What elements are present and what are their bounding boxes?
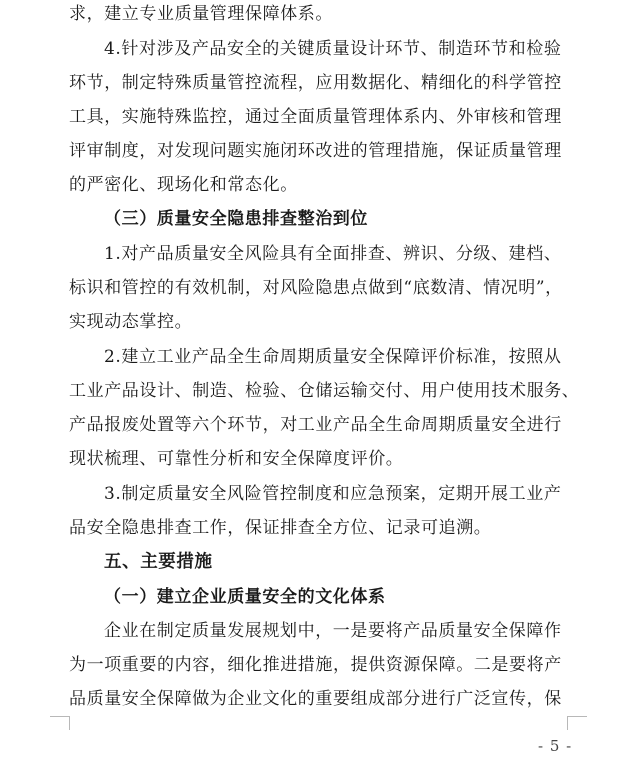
paragraph-line: 2.建立工业产品全生命周期质量安全保障评价标准，按照从 bbox=[104, 347, 562, 367]
crop-mark-left-horizontal bbox=[50, 716, 70, 717]
paragraph-line: 为一项重要的内容，细化推进措施，提供资源保障。二是要将产 bbox=[69, 655, 562, 675]
paragraph-line: 1.对产品质量安全风险具有全面排查、辨识、分级、建档、 bbox=[104, 244, 562, 264]
section-heading-2: 五、主要措施 bbox=[104, 552, 213, 572]
section-heading-3: （一）建立企业质量安全的文化体系 bbox=[104, 587, 386, 607]
paragraph-line: 环节，制定特殊质量管控流程，应用数据化、精细化的科学管控 bbox=[69, 73, 562, 93]
paragraph-line: 3.制定质量安全风险管控制度和应急预案，定期开展工业产 bbox=[104, 484, 562, 504]
section-heading-3: （三）质量安全隐患排查整治到位 bbox=[104, 209, 368, 229]
paragraph-line: 品安全隐患排查工作，保证排查全方位、记录可追溯。 bbox=[69, 518, 492, 538]
page-number: - 5 - bbox=[538, 737, 573, 755]
paragraph-line: 工业产品设计、制造、检验、仓储运输交付、用户使用技术服务、 bbox=[69, 381, 580, 401]
paragraph-line: 的严密化、现场化和常态化。 bbox=[69, 175, 298, 195]
paragraph-line: 品质量安全保障做为企业文化的重要组成部分进行广泛宣传，保 bbox=[69, 689, 562, 709]
crop-mark-right-vertical bbox=[567, 716, 568, 730]
paragraph-line: 产品报废处置等六个环节，对工业产品全生命周期质量安全进行 bbox=[69, 415, 562, 435]
paragraph-line: 求，建立专业质量管理保障体系。 bbox=[69, 4, 333, 24]
crop-mark-right-horizontal bbox=[567, 716, 587, 717]
paragraph-line: 评审制度，对发现问题实施闭环改进的管理措施，保证质量管理 bbox=[69, 141, 562, 161]
paragraph-line: 4.针对涉及产品安全的关键质量设计环节、制造环节和检验 bbox=[104, 39, 562, 59]
paragraph-line: 现状梳理、可靠性分析和安全保障度评价。 bbox=[69, 449, 404, 469]
crop-mark-left-vertical bbox=[69, 716, 70, 730]
paragraph-line: 标识和管控的有效机制，对风险隐患点做到“底数清、情况明”， bbox=[69, 278, 563, 298]
paragraph-line: 工具，实施特殊监控，通过全面质量管理体系内、外审核和管理 bbox=[69, 107, 562, 127]
paragraph-line: 企业在制定质量发展规划中，一是要将产品质量安全保障作 bbox=[104, 621, 562, 641]
paragraph-line: 实现动态掌控。 bbox=[69, 312, 193, 332]
